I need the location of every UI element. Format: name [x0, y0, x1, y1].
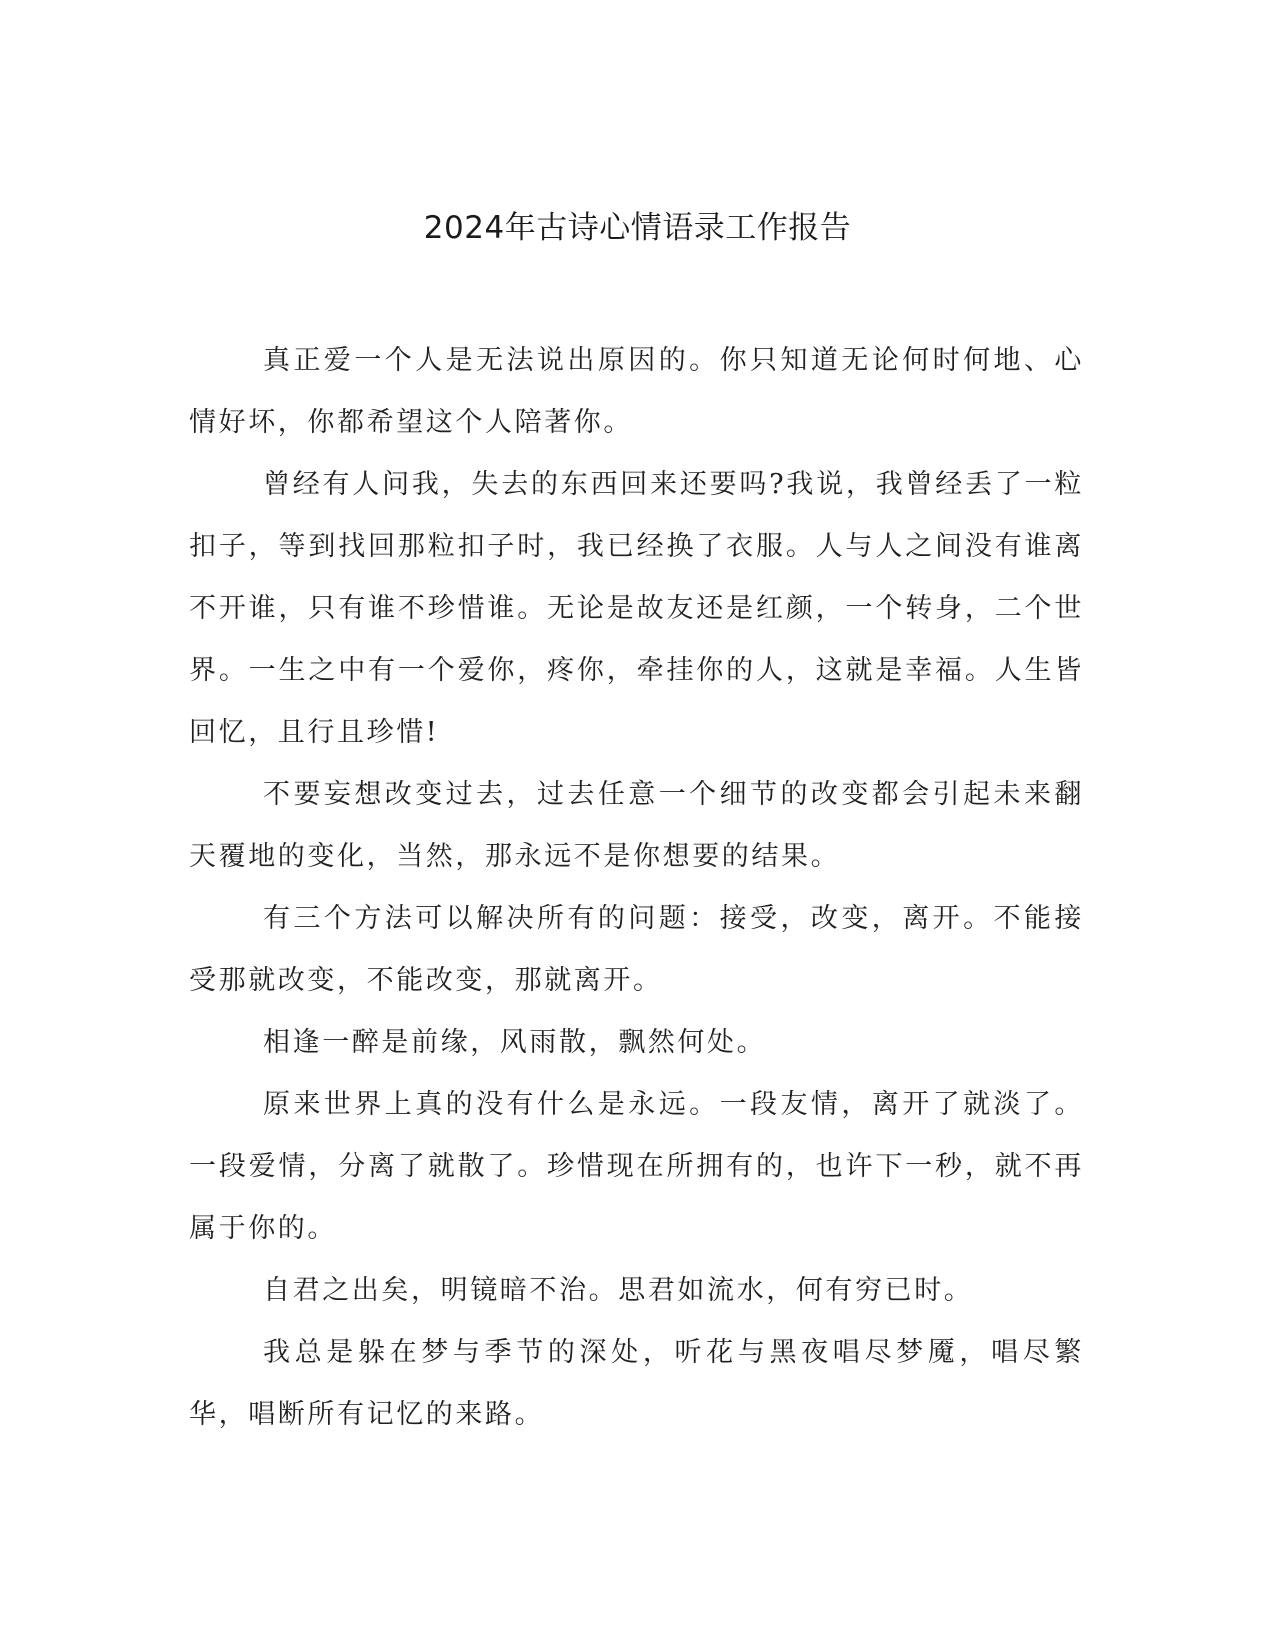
document-title: 2024年古诗心情语录工作报告 — [423, 210, 852, 246]
paragraph-2: 曾经有人问我，失去的东西回来还要吗?我说，我曾经丢了一粒扣子，等到找回那粒扣子时，我已经换了衣服。人与人之间没有谁离不开谁，只有谁不珍惜谁。无论是故友还是红颜，一个转身，二个世界。一生之中有一个爱你，疼你，牵挂你的人，这就是幸福。人生皆回忆，且行且珍惜! — [189, 469, 1084, 748]
paragraph-4: 有三个方法可以解决所有的问题：接受，改变，离开。不能接受那就改变，不能改变，那就离开。 — [189, 903, 1084, 996]
paragraph-6: 原来世界上真的没有什么是永远。一段友情，离开了就淡了。一段爱情，分离了就散了。珍惜现在所拥有的，也许下一秒，就不再属于你的。 — [189, 1089, 1084, 1244]
paragraph-3: 不要妄想改变过去，过去任意一个细节的改变都会引起未来翻天覆地的变化，当然，那永远不是你想要的结果。 — [189, 779, 1084, 872]
paragraph-8: 我总是躲在梦与季节的深处，听花与黑夜唱尽梦魇，唱尽繁华，唱断所有记忆的来路。 — [189, 1337, 1084, 1430]
paragraph-1: 真正爱一个人是无法说出原因的。你只知道无论何时何地、心情好坏，你都希望这个人陪著你。 — [189, 345, 1084, 438]
paragraph-5: 相逢一醉是前缘，风雨散，飘然何处。 — [263, 1027, 767, 1058]
paragraph-7: 自君之出矣，明镜暗不治。思君如流水，何有穷已时。 — [263, 1275, 974, 1306]
document-body — [189, 330, 1084, 1446]
